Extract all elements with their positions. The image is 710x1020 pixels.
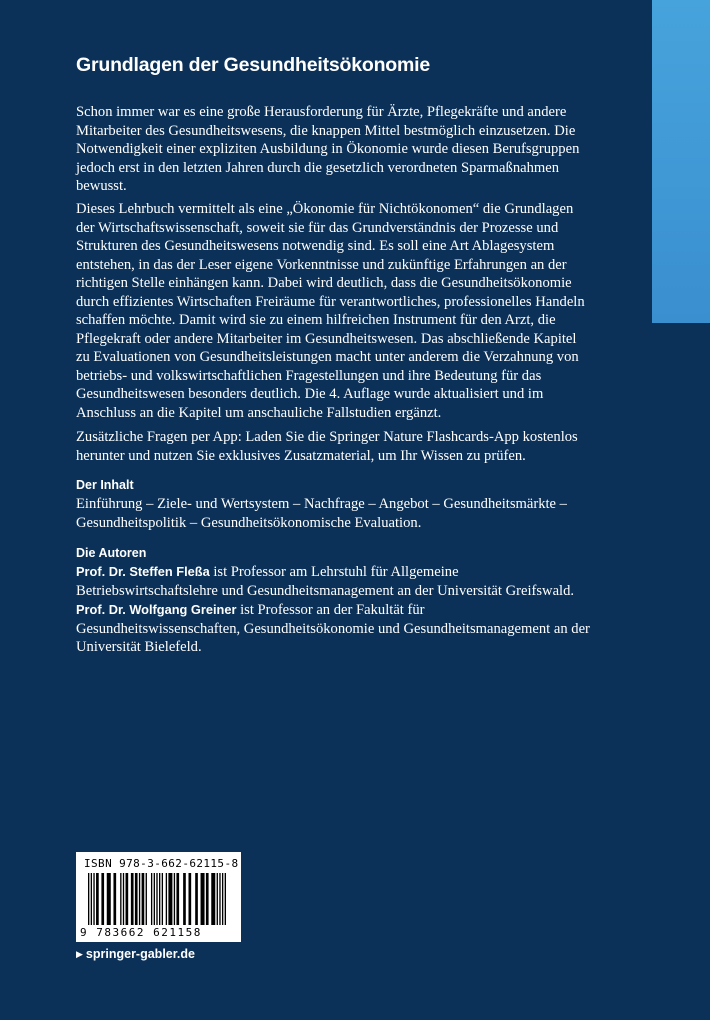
barcode-digits: 9 783662 621158	[80, 926, 202, 939]
barcode-bar-14	[146, 873, 147, 925]
barcode-bar-4	[101, 873, 104, 925]
barcode-bar-15	[151, 873, 152, 925]
book-title: Grundlagen der Gesundheitsökonomie	[76, 54, 430, 76]
barcode-bar-5	[107, 873, 111, 925]
barcode-bar-3	[96, 873, 99, 925]
barcode-bar-16	[154, 873, 155, 925]
arrow-right-icon: ▶	[76, 948, 83, 959]
barcode-bar-31	[219, 873, 220, 925]
barcode-bar-25	[188, 873, 191, 925]
barcode-bar-17	[156, 873, 157, 925]
barcode-bar-32	[222, 873, 223, 925]
barcode-bar-11	[135, 873, 138, 925]
blurb-paragraph-3: Zusätzliche Fragen per App: Laden Sie die Springer Nature Flashcards-App kostenlos herunter und nutzen Sie exklusives Zusatzmaterial, um Ihr Wissen zu prüfen.	[76, 429, 578, 464]
barcode-bar-22	[174, 873, 175, 925]
barcode-bar-7	[120, 873, 121, 925]
contents-heading: Der Inhalt	[76, 478, 134, 492]
barcode-bar-20	[166, 873, 167, 925]
barcode-bar-33	[225, 873, 226, 925]
blurb-paragraph-1: Schon immer war es eine große Herausforderung für Ärzte, Pflegekräfte und andere Mitarbeiter des Gesundheitswesens, die knappen Mittel bestmöglich einzusetzen. Die Notwendigkeit einer expliziten Ausbildung in Ökonomie wurde diesen Berufsgruppen jedoch erst in den letzten Jahren durch die gesetzlich verordneten Sparmaßnahmen bewusst.	[76, 104, 580, 194]
barcode-bar-0	[88, 873, 89, 925]
isbn-label: ISBN 978-3-662-62115-8	[84, 857, 239, 870]
accent-bar	[652, 0, 710, 323]
barcode-bar-2	[93, 873, 94, 925]
barcode-bar-23	[176, 873, 179, 925]
barcode-bar-19	[162, 873, 163, 925]
barcode-bars	[88, 873, 230, 926]
author-name-2: Prof. Dr. Wolfgang Greiner	[76, 602, 237, 617]
barcode-bar-8	[123, 873, 124, 925]
barcode-bar-10	[131, 873, 134, 925]
author-text-1: ist Professor am Lehrstuhl für Allgemeine Betriebswirtschaftslehre und Gesundheitsmanagement an der Universität Greifswald.	[76, 564, 575, 599]
blurb-paragraph-2: Dieses Lehrbuch vermittelt als eine „Ökonomie für Nichtökonomen“ die Grundlagen der Wirtschaftswissenschaft, soweit sie für das Grundverständnis der Prozesse und Strukturen des Gesundheitswesens notwendig sind. Es soll eine Art Ablagesystem entstehen, in das der Leser eigene Vorkenntnisse und zukünftige Erfahrungen an der richtigen Stelle einhängen kann. Dabei wird deutlich, dass die Gesundheitsökonomie durch effizientes Wirtschaften Freiräume für verantwortliches, professionelles Handeln schaffen möchte. Damit wird sie zu einem hilfreichen Instrument für den Arzt, die Pflegekraft oder andere Mitarbeiter im Gesundheitswesen. Das abschließende Kapitel zu Evaluationen von Gesundheitsleistungen macht unter anderem die Verzahnung von betriebs- und volkswirtschaftlichen Fragestellungen und ihre Bedeutung für das Gesundheitswesen besonders deutlich. Die 4. Auflage wurde aktualisiert und im Anschluss an die Kapitel um anschauliche Fallstudien ergänzt.	[76, 201, 585, 421]
isbn-barcode	[76, 852, 241, 942]
author-name-1: Prof. Dr. Steffen Fleßa	[76, 564, 210, 579]
barcode-bar-9	[126, 873, 129, 925]
author-bio-2	[76, 601, 592, 657]
author-bio-1	[76, 563, 592, 600]
barcode-bar-1	[91, 873, 92, 925]
barcode-bar-18	[159, 873, 160, 925]
author-text-2: ist Professor an der Fakultät für Gesundheitswissenschaften, Gesundheitsökonomie und Gesundheitsmanagement an der Universität Bielefeld.	[76, 602, 590, 655]
barcode-bar-28	[206, 873, 209, 925]
website-label: springer-gabler.de	[85, 947, 195, 961]
contents-text: Einführung – Ziele- und Wertsystem – Nachfrage – Angebot – Gesundheitsmärkte – Gesundheitspolitik – Gesundheitsökonomische Evaluation.	[76, 496, 567, 531]
authors-heading: Die Autoren	[76, 546, 147, 560]
barcode-bar-26	[195, 873, 198, 925]
barcode-bar-29	[211, 873, 215, 925]
barcode-bar-6	[113, 873, 116, 925]
barcode-bar-12	[139, 873, 140, 925]
publisher-website-link[interactable]	[76, 947, 195, 961]
barcode-bar-30	[217, 873, 218, 925]
barcode-bar-21	[168, 873, 172, 925]
barcode-bar-27	[201, 873, 205, 925]
barcode-bar-24	[183, 873, 186, 925]
barcode-bar-13	[142, 873, 145, 925]
